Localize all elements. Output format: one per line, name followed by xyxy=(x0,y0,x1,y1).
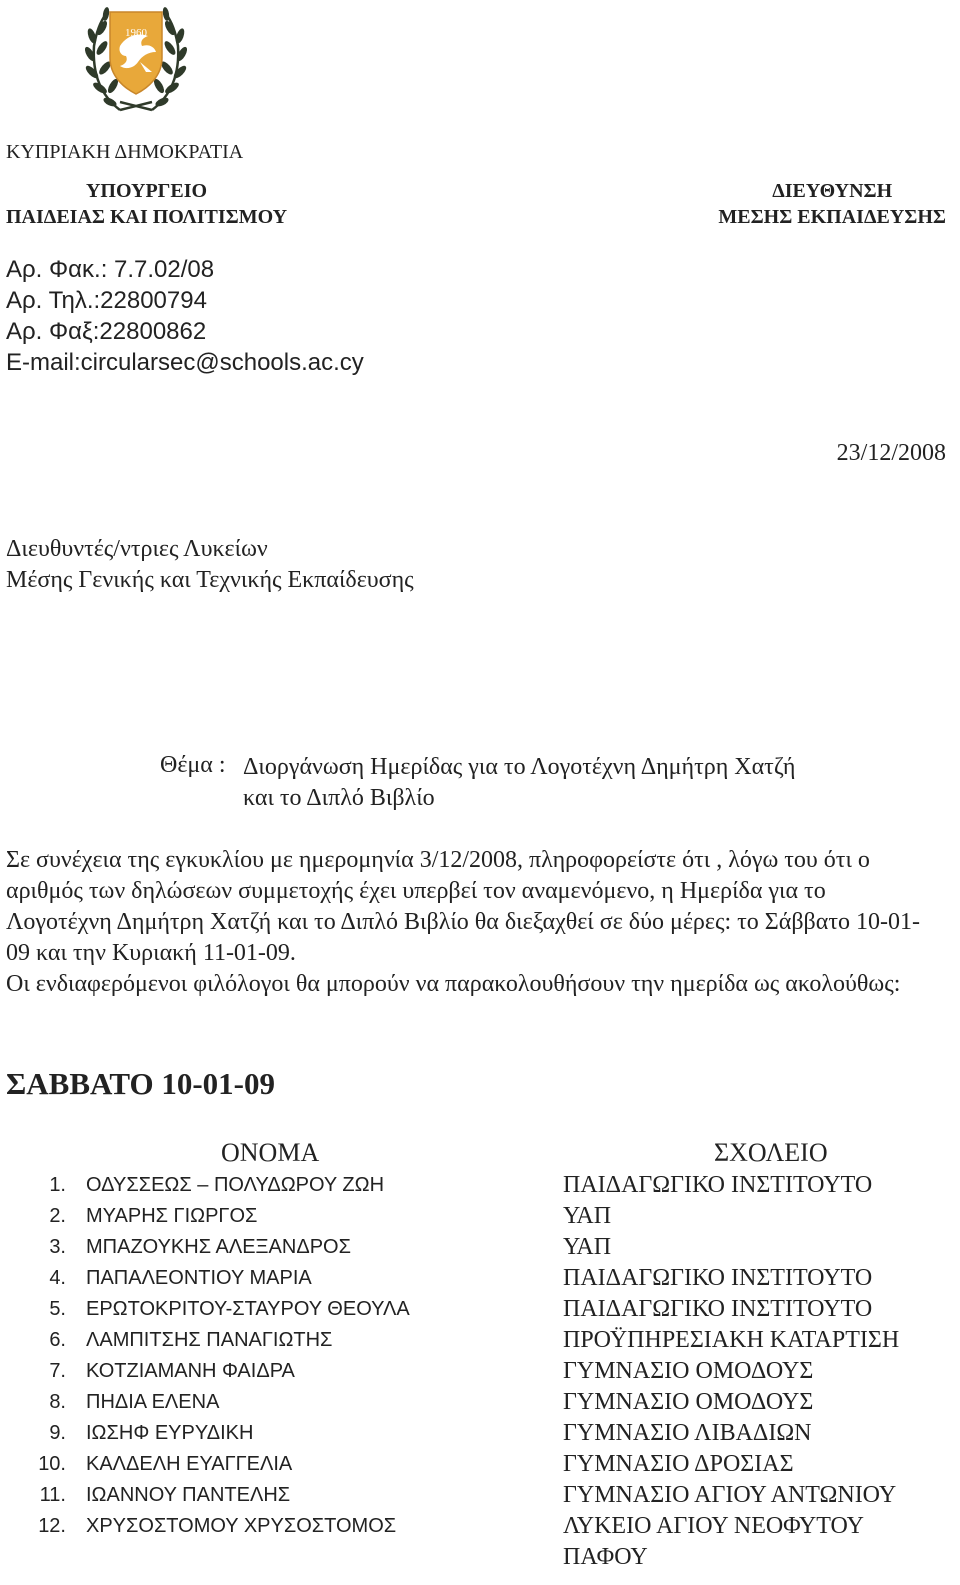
table-row xyxy=(0,1418,960,1449)
column-header-school: ΣΧΟΛΕΙΟ xyxy=(714,1138,828,1167)
cyprus-coat-of-arms-icon xyxy=(80,6,192,114)
participant-name: ΠΗΔΙΑ ΕΛΕΝΑ xyxy=(86,1391,220,1413)
participant-name: ΙΩΣΗΦ ΕΥΡΥΔΙΚΗ xyxy=(86,1422,254,1444)
participant-name: ΕΡΩΤΟΚΡΙΤΟΥ-ΣΤΑΥΡΟΥ ΘΕΟΥΛΑ xyxy=(86,1298,410,1320)
participant-name: ΙΩΑΝΝΟΥ ΠΑΝΤΕΛΗΣ xyxy=(86,1484,291,1506)
body-paragraph-2: Οι ενδιαφερόμενοι φιλόλογοι θα μπορούν να παρακολουθήσουν την ημερίδα ως ακολούθως: xyxy=(6,971,901,997)
country-name: ΚΥΠΡΙΑΚΗ ΔΗΜΟΚΡΑΤΙΑ xyxy=(6,141,244,163)
row-number: 4. xyxy=(49,1267,66,1289)
participant-school: ΓΥΜΝΑΣΙΟ ΑΓΙΟΥ ΑΝΤΩΝΙΟΥ xyxy=(563,1482,897,1508)
table-row xyxy=(0,1449,960,1480)
day-heading: ΣΑΒΒΑΤΟ 10-01-09 xyxy=(6,1066,276,1101)
participant-school: ΓΥΜΝΑΣΙΟ ΟΜΟΔΟΥΣ xyxy=(563,1358,814,1384)
row-number: 6. xyxy=(49,1329,66,1351)
body-text xyxy=(6,845,936,1000)
row-number: 11. xyxy=(39,1484,66,1506)
ministry-line-2: ΠΑΙΔΕΙΑΣ ΚΑΙ ΠΟΛΙΤΙΣΜΟΥ xyxy=(6,206,288,228)
directorate-name xyxy=(718,178,946,230)
table-row xyxy=(0,1232,960,1263)
table-row xyxy=(0,1511,960,1542)
document-date: 23/12/2008 xyxy=(836,440,946,466)
directorate-line-1: ΔΙΕΥΘΥΝΣΗ xyxy=(772,180,893,202)
participant-school: ΓΥΜΝΑΣΙΟ ΟΜΟΔΟΥΣ xyxy=(563,1389,814,1415)
recipients-block xyxy=(6,534,414,596)
recipients-line-1: Διευθυντές/ντριες Λυκείων xyxy=(6,536,268,562)
table-row xyxy=(0,1480,960,1511)
participant-school: ΥΑΠ xyxy=(563,1203,612,1229)
participant-name: ΜΠΑΖΟΥΚΗΣ ΑΛΕΞΑΝΔΡΟΣ xyxy=(86,1236,351,1258)
ministry-line-1: ΥΠΟΥΡΓΕΙΟ xyxy=(85,180,208,202)
file-number: Αρ. Φακ.: 7.7.02/08 xyxy=(6,256,215,283)
fax-number: Αρ. Φαξ:22800862 xyxy=(6,318,207,345)
row-number: 12. xyxy=(38,1515,66,1537)
participant-name: ΚΟΤΖΙΑΜΑΝΗ ΦΑΙΔΡΑ xyxy=(86,1360,295,1382)
email-address: E-mail:circularsec@schools.ac.cy xyxy=(6,349,364,376)
participant-name: ΟΔΥΣΣΕΩΣ – ΠΟΛΥΔΩΡΟΥ ΖΩΗ xyxy=(86,1174,385,1196)
participant-school: ΠΑΙΔΑΓΩΓΙΚΟ ΙΝΣΤΙΤΟΥΤΟ xyxy=(563,1296,873,1322)
table-row-continuation xyxy=(0,1542,960,1573)
row-number: 9. xyxy=(49,1422,66,1444)
svg-text:1960: 1960 xyxy=(125,27,147,39)
ministry-name xyxy=(6,178,287,230)
reference-block xyxy=(6,254,364,378)
table-row xyxy=(0,1170,960,1201)
row-number: 5. xyxy=(49,1298,66,1320)
subject-line-2: και το Διπλό Βιβλίο xyxy=(243,785,435,811)
participant-school: ΓΥΜΝΑΣΙΟ ΛΙΒΑΔΙΩΝ xyxy=(563,1420,812,1446)
subject-line-1: Διοργάνωση Ημερίδας για το Λογοτέχνη Δημήτρη Χατζή xyxy=(243,754,796,780)
row-number: 1. xyxy=(49,1174,66,1196)
table-row xyxy=(0,1294,960,1325)
participant-name: ΛΑΜΠΙΤΣΗΣ ΠΑΝΑΓΙΩΤΗΣ xyxy=(86,1329,333,1351)
participant-school: ΥΑΠ xyxy=(563,1234,612,1260)
column-header-name: ΟΝΟΜΑ xyxy=(221,1138,320,1167)
row-number: 2. xyxy=(49,1205,66,1227)
table-row xyxy=(0,1201,960,1232)
table-row xyxy=(0,1325,960,1356)
directorate-line-2: ΜΕΣΗΣ ΕΚΠΑΙΔΕΥΣΗΣ xyxy=(718,206,946,228)
participant-school: ΓΥΜΝΑΣΙΟ ΔΡΟΣΙΑΣ xyxy=(563,1451,794,1477)
participant-school: ΛΥΚΕΙΟ ΑΓΙΟΥ ΝΕΟΦΥΤΟΥ xyxy=(563,1513,864,1539)
participant-name: ΚΑΛΔΕΛΗ ΕΥΑΓΓΕΛΙΑ xyxy=(86,1453,293,1475)
table-row xyxy=(0,1356,960,1387)
table-row xyxy=(0,1387,960,1418)
participant-school: ΠΡΟΫΠΗΡΕΣΙΑΚΗ ΚΑΤΑΡΤΙΣΗ xyxy=(563,1327,900,1353)
phone-number: Αρ. Τηλ.:22800794 xyxy=(6,287,207,314)
participant-school: ΠΑΙΔΑΓΩΓΙΚΟ ΙΝΣΤΙΤΟΥΤΟ xyxy=(563,1265,873,1291)
row-number: 3. xyxy=(49,1236,66,1258)
row-number: 10. xyxy=(38,1453,66,1475)
subject-label: Θέμα : xyxy=(160,752,226,778)
participant-school-continuation: ΠΑΦΟΥ xyxy=(563,1544,648,1570)
participant-name: ΧΡΥΣΟΣΤΟΜΟΥ ΧΡΥΣΟΣΤΟΜΟΣ xyxy=(86,1515,397,1537)
participant-name: ΜΥΑΡΗΣ ΓΙΩΡΓΟΣ xyxy=(86,1205,258,1227)
table-row xyxy=(0,1263,960,1294)
participant-school: ΠΑΙΔΑΓΩΓΙΚΟ ΙΝΣΤΙΤΟΥΤΟ xyxy=(563,1172,873,1198)
subject-text xyxy=(243,752,795,814)
row-number: 8. xyxy=(49,1391,66,1413)
participant-name: ΠΑΠΑΛΕΟΝΤΙΟΥ ΜΑΡΙΑ xyxy=(86,1267,312,1289)
recipients-line-2: Μέσης Γενικής και Τεχνικής Εκπαίδευσης xyxy=(6,567,414,593)
body-paragraph-1: Σε συνέχεια της εγκυκλίου με ημερομηνία 3/12/2008, πληροφορείστε ότι , λόγω του ότι ο αριθμός των δηλώσεων συμμετοχής έχει υπερβεί τον αναμενόμενο, η Ημερίδα για το Λογοτέχνη Δημήτρη Χατζή και το Διπλό Βιβλίο θα διεξαχθεί σε δύο μέρες: το Σάββατο 10-01-09 και την Κυριακή 11-01-09. xyxy=(6,847,920,966)
row-number: 7. xyxy=(49,1360,66,1382)
